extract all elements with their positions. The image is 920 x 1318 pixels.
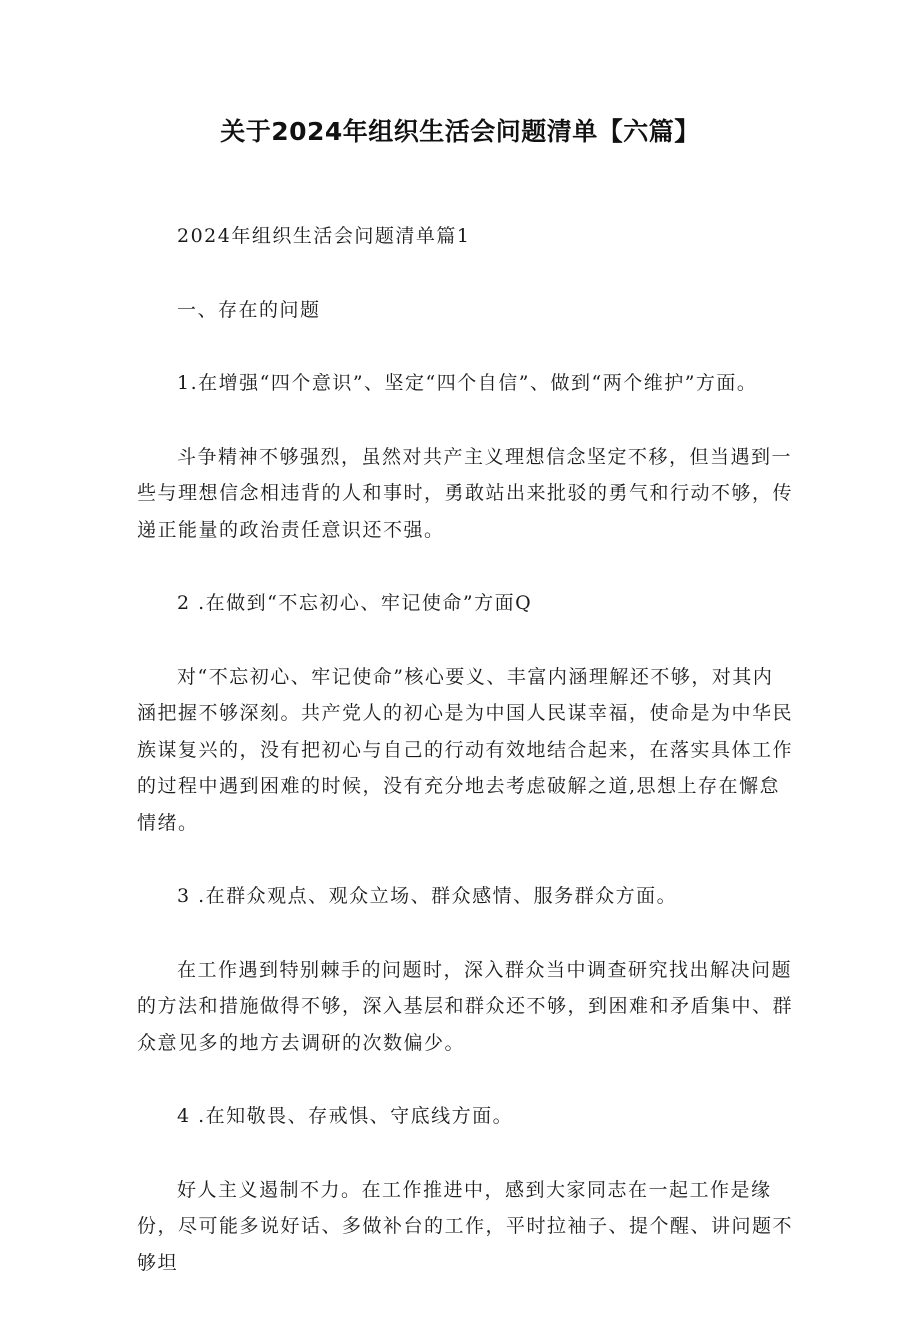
item-heading-4: 4 .在知敬畏、存戒惧、守底线方面。: [177, 1105, 514, 1127]
document-body: [137, 218, 793, 1318]
item-heading-2: 2 .在做到“不忘初心、牢记使命”方面Q: [177, 592, 533, 614]
item-heading-3: 3 .在群众观点、观众立场、群众感情、服务群众方面。: [177, 885, 678, 907]
document-title: 关于2024年组织生活会问题清单【六篇】: [220, 117, 700, 146]
item-paragraph-4: 好人主义遏制不力。在工作推进中，感到大家同志在一起工作是缘份，尽可能多说好话、多做补台的工作，平时拉袖子、提个醒、讲问题不够坦: [137, 1178, 794, 1274]
section-heading: 2024年组织生活会问题清单篇1: [177, 225, 471, 247]
subsection-heading: 一、存在的问题: [177, 298, 321, 321]
item-paragraph-2: 对“不忘初心、牢记使命”核心要义、丰富内涵理解还不够，对其内涵把握不够深刻。共产党人的初心是为中国人民谋幸福，使命是为中华民族谋复兴的，没有把初心与自己的行动有效地结合起来，在落实具体工作的过程中遇到困难的时候，没有充分地去考虑破解之道,思想上存在懈怠情绪。: [137, 665, 794, 834]
item-heading-1: 1.在增强“四个意识”、坚定“四个自信”、做到“两个维护”方面。: [177, 372, 758, 394]
item-paragraph-1: 斗争精神不够强烈，虽然对共产主义理想信念坚定不移，但当遇到一些与理想信念相违背的人和事时，勇敢站出来批驳的勇气和行动不够，传递正能量的政治责任意识还不强。: [137, 445, 794, 541]
item-paragraph-3: 在工作遇到特别棘手的问题时，深入群众当中调查研究找出解决问题的方法和措施做得不够，深入基层和群众还不够，到困难和矛盾集中、群众意见多的地方去调研的次数偏少。: [137, 958, 794, 1054]
